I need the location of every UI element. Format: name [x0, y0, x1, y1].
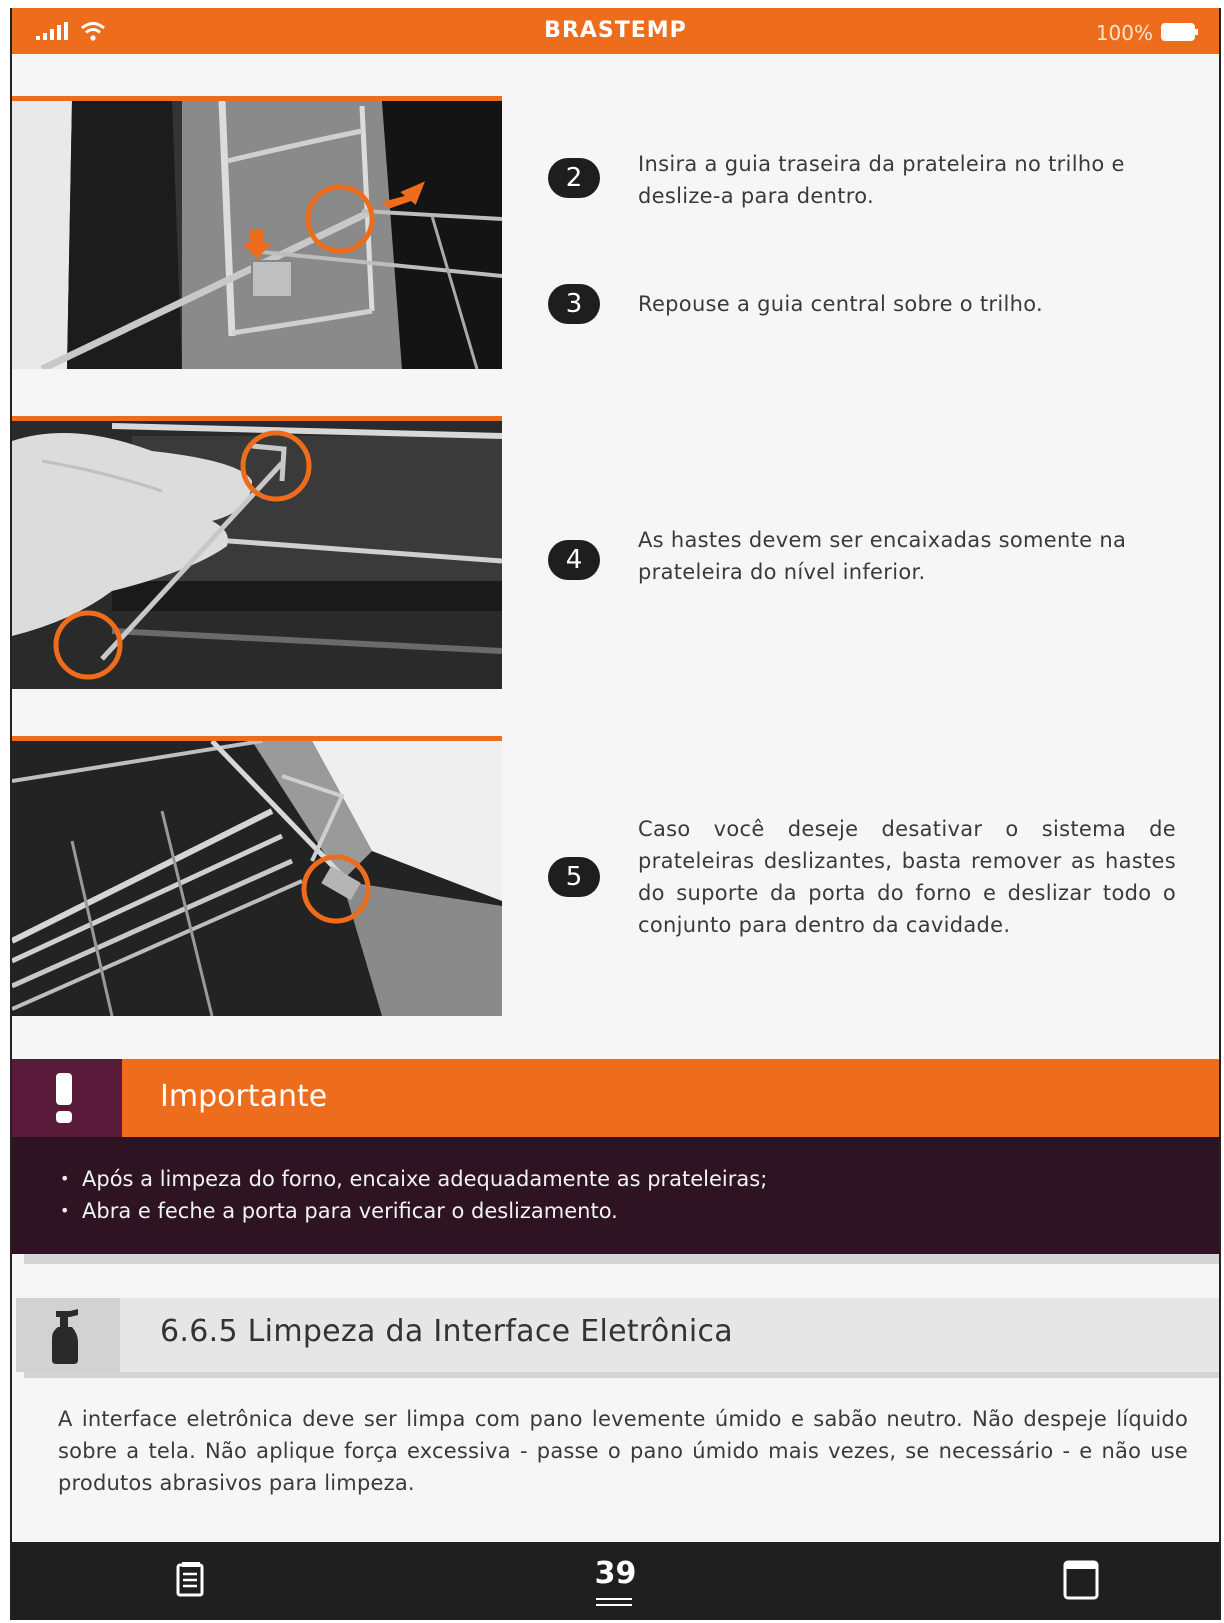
page-number-underline — [596, 1598, 632, 1606]
step-text: Repouse a guia central sobre o trilho. — [638, 292, 1043, 316]
step-2 — [548, 148, 1188, 218]
step-3 — [548, 284, 1188, 324]
manual-page — [10, 8, 1221, 1620]
section-icon-box — [16, 1298, 120, 1372]
step-text: Insira a guia traseira da prateleira no trilho e deslize-a para dentro. — [638, 152, 1125, 208]
important-list — [12, 1137, 1219, 1227]
page-number: 39 — [594, 1556, 637, 1591]
step-number-badge: 4 — [548, 540, 600, 580]
important-title: Importante — [160, 1079, 328, 1114]
photo-rear-guide — [12, 96, 502, 369]
brand-title: BRASTEMP — [544, 18, 687, 43]
status-bar — [12, 8, 1219, 54]
important-header — [12, 1059, 1219, 1137]
list-item: • Após a limpeza do forno, encaixe adequadamente as prateleiras; — [60, 1163, 1219, 1195]
important-body — [12, 1137, 1219, 1254]
page-icon[interactable] — [1063, 1560, 1099, 1600]
battery-icon — [1161, 23, 1199, 41]
exclamation-icon — [12, 1059, 122, 1137]
bottom-nav-bar — [12, 1542, 1219, 1620]
step-number-badge: 3 — [548, 284, 600, 324]
step-5 — [548, 813, 1188, 943]
section-body: A interface eletrônica deve ser limpa com pano levemente úmido e sabão neutro. Não despeje líquido sobre a tela. Não aplique força excessiva - passe o pano úmido mais vezes, se necessário - e não use produtos abrasivos para limpeza. — [58, 1407, 1188, 1495]
divider — [24, 1254, 1219, 1264]
step-number-badge: 2 — [548, 158, 600, 198]
step-text: Caso você deseje desativar o sistema de prateleiras deslizantes, basta remover as hastes do suporte da porta do forno e deslizar todo o conjunto para dentro da cavidade. — [638, 817, 1176, 937]
step-text: As hastes devem ser encaixadas somente na prateleira do nível inferior. — [638, 528, 1127, 584]
spray-bottle-icon — [16, 1298, 120, 1372]
section-title: 6.6.5 Limpeza da Interface Eletrônica — [160, 1314, 733, 1349]
section-header — [16, 1298, 1221, 1372]
step-number-badge: 5 — [548, 857, 600, 897]
divider — [24, 1372, 1219, 1378]
list-item: • Abra e feche a porta para verificar o deslizamento. — [60, 1195, 1219, 1227]
photo-rods — [12, 416, 502, 689]
battery-level: 100% — [1095, 21, 1153, 45]
important-icon-box — [12, 1059, 122, 1137]
photo-remove-rods — [12, 736, 502, 1016]
step-4 — [548, 524, 1188, 594]
